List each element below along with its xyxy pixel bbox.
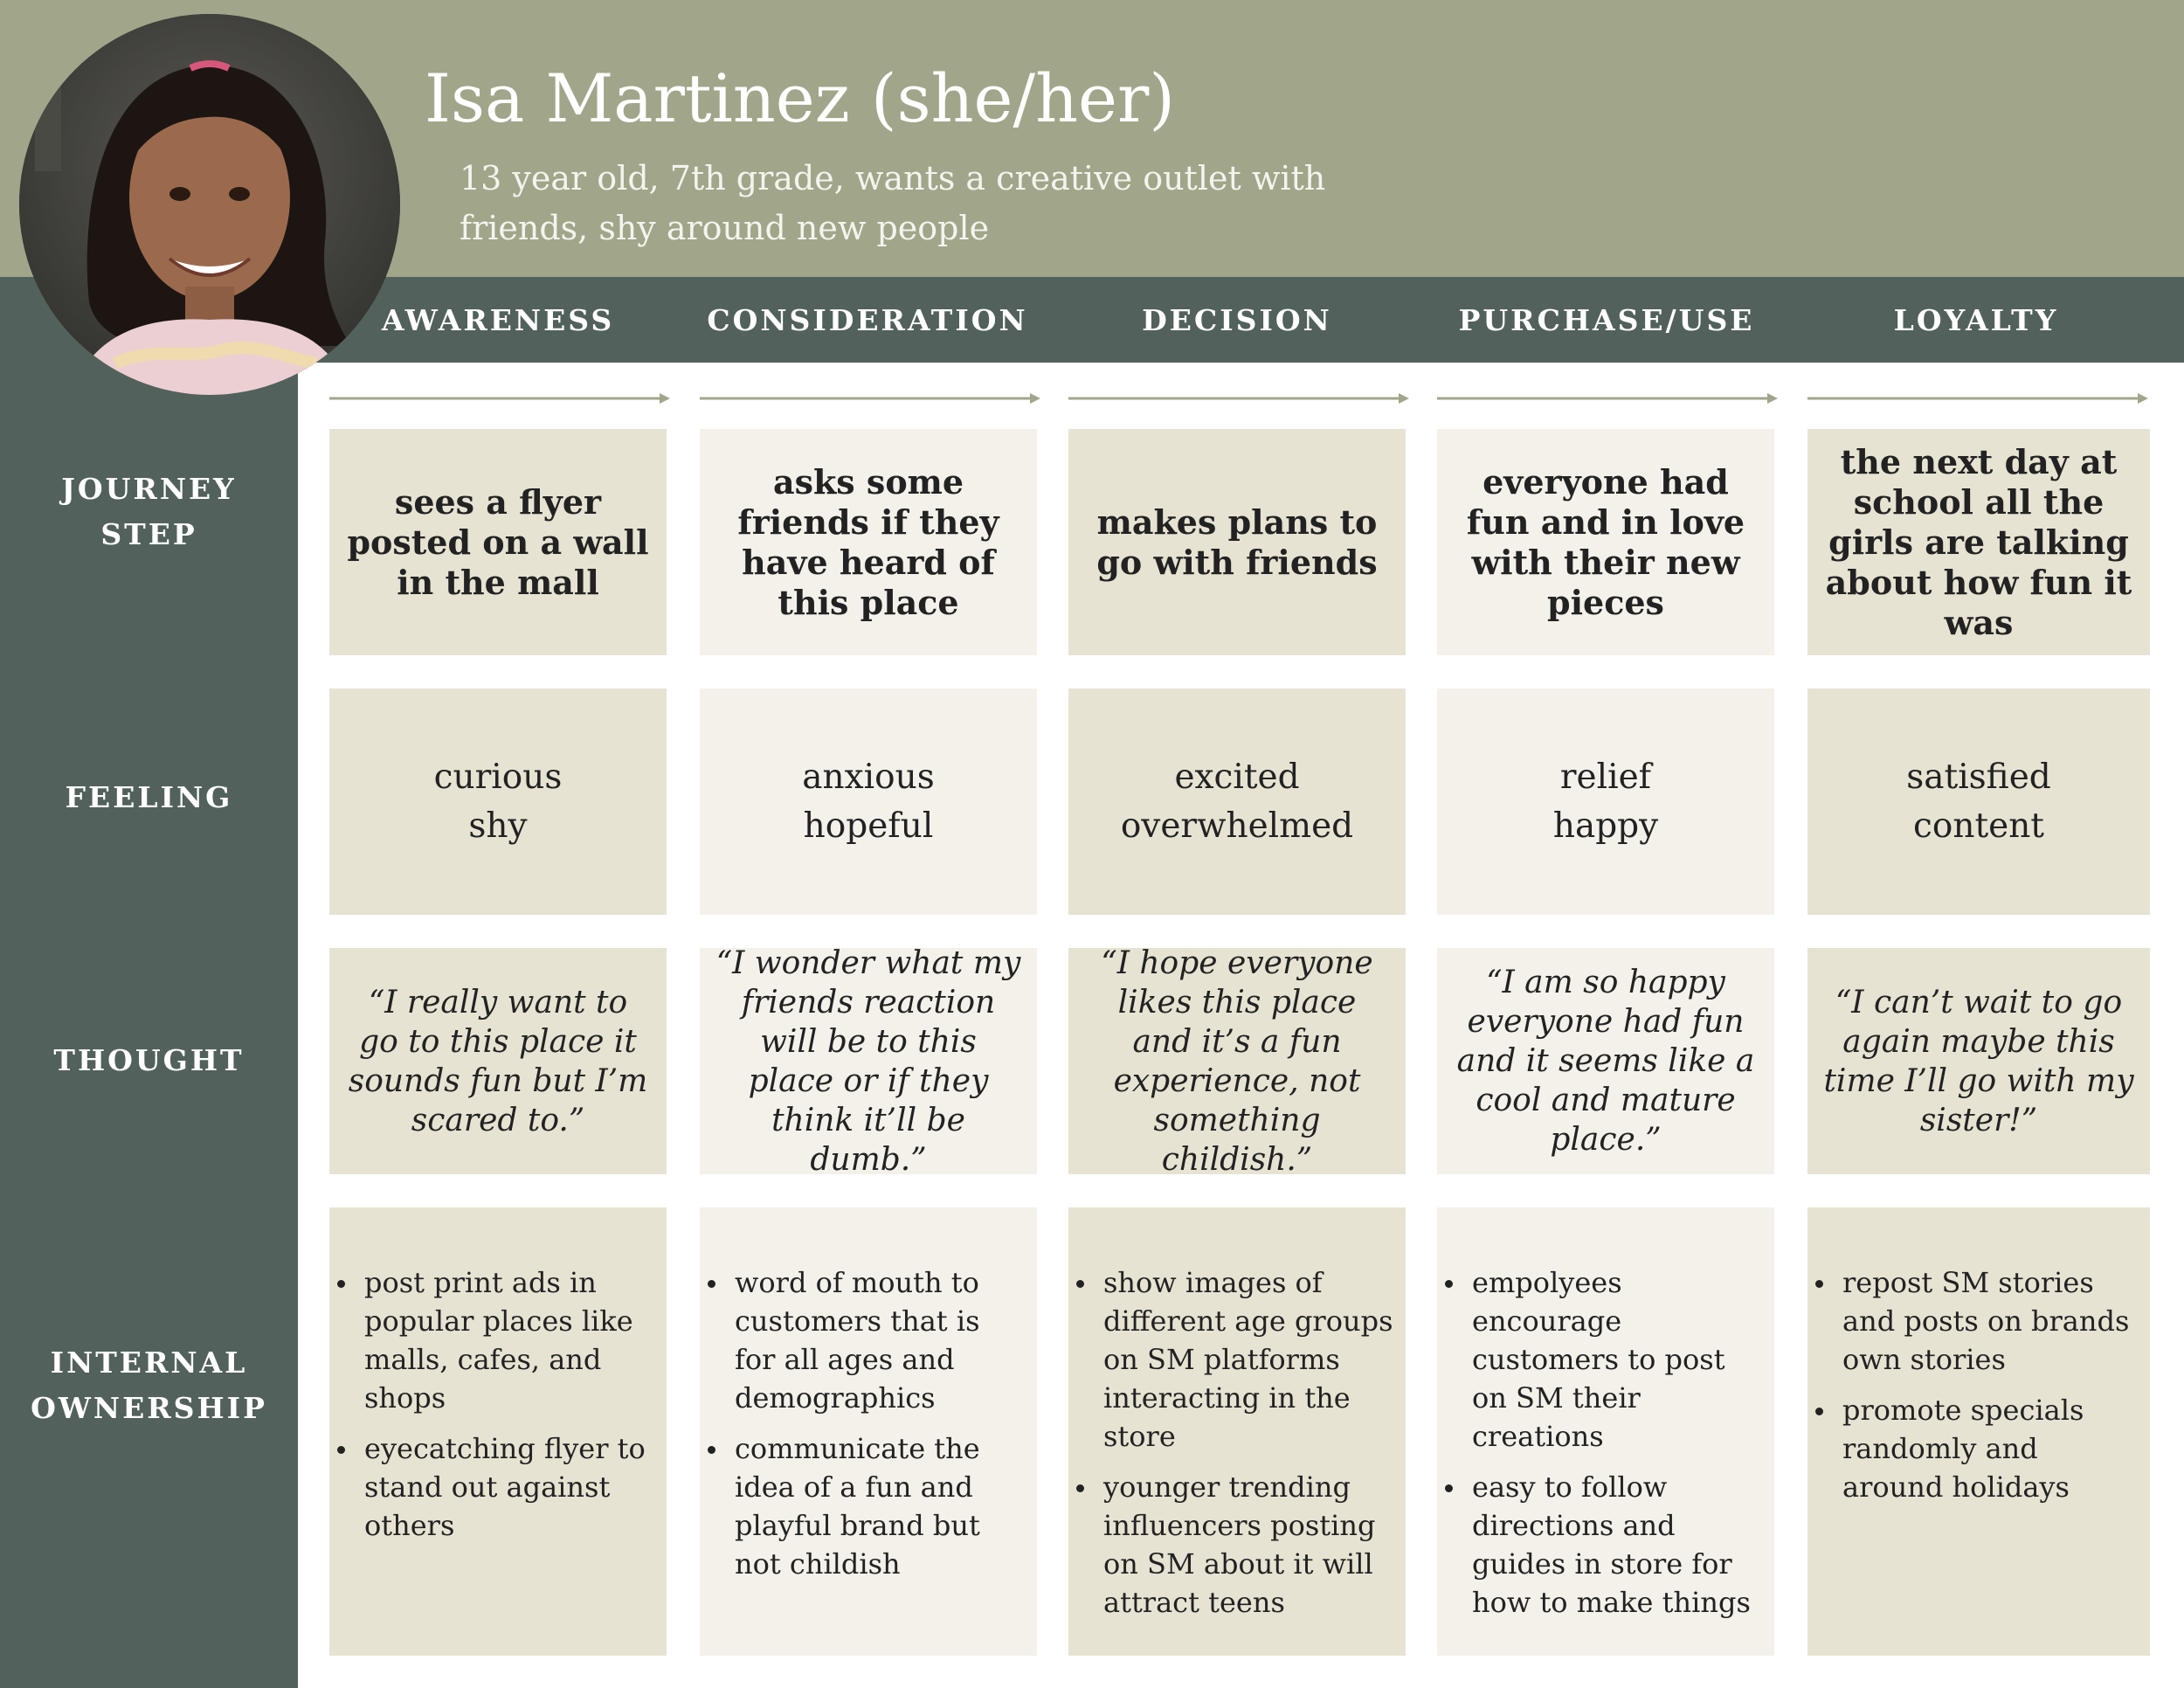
- thought-purchase-use: “I am so happy everyone had fun and it seems like a cool and mature place.”: [1437, 948, 1774, 1174]
- feeling-word: overwhelmed: [1120, 806, 1354, 846]
- stage-purchase-use: PURCHASE/USE: [1458, 302, 1755, 337]
- feeling-word: anxious: [802, 757, 935, 797]
- row-label-line: STEP: [100, 517, 197, 551]
- list-item: • empolyees encourage customers to post on SM their creations: [1467, 1263, 1764, 1456]
- arrow-right-icon: [700, 391, 1040, 406]
- feeling-purchase-use: [1437, 688, 1774, 915]
- ownership-loyalty: [1807, 1207, 2150, 1656]
- arrow-right-icon: [1068, 391, 1409, 406]
- ownership-list: [712, 1263, 1026, 1595]
- feeling-word: curious: [433, 757, 563, 797]
- feeling-word: happy: [1552, 806, 1659, 846]
- feeling-loyalty: [1807, 688, 2150, 915]
- row-label-line: THOUGHT: [53, 1043, 245, 1077]
- list-item: • promote specials randomly and around holidays: [1837, 1391, 2139, 1506]
- row-label-line: INTERNAL: [50, 1346, 248, 1380]
- persona-name: Isa Martinez (she/her): [425, 59, 1176, 137]
- journey-step-awareness: sees a flyer posted on a wall in the mall: [329, 429, 667, 655]
- list-item: • easy to follow directions and guides in store for how to make things: [1467, 1468, 1764, 1622]
- feeling-word: excited: [1174, 757, 1300, 797]
- feeling-word: hopeful: [803, 806, 934, 846]
- list-item: • communicate the idea of a fun and playful brand but not childish: [729, 1429, 1026, 1583]
- list-item: • show images of different age groups on SM platforms interacting in the store: [1098, 1263, 1395, 1456]
- arrow-right-icon: [1437, 391, 1778, 406]
- list-item: • younger trending influencers posting on SM about it will attract teens: [1098, 1468, 1395, 1622]
- journey-step-decision: makes plans to go with friends: [1068, 429, 1406, 655]
- ownership-decision: [1068, 1207, 1406, 1656]
- persona-description: 13 year old, 7th grade, wants a creative outlet with friends, shy around new people: [460, 159, 1326, 247]
- row-label-journey-step: [0, 467, 298, 557]
- journey-step-loyalty: the next day at school all the girls are talking about how fun it was: [1807, 429, 2150, 655]
- list-item: • eyecatching flyer to stand out against others: [359, 1429, 656, 1545]
- journey-step-purchase-use: everyone had fun and in love with their new pieces: [1437, 429, 1774, 655]
- thought-decision: “I hope everyone likes this place and it’s a fun experience, not something childish.”: [1068, 948, 1406, 1174]
- row-label-line: JOURNEY: [61, 472, 237, 506]
- feeling-consideration: [700, 688, 1037, 915]
- journey-step-consideration: asks some friends if they have heard of this place: [700, 429, 1037, 655]
- arrow-right-icon: [329, 391, 670, 406]
- ownership-purchase-use: [1437, 1207, 1774, 1656]
- thought-loyalty: “I can’t wait to go again maybe this time I’ll go with my sister!”: [1807, 948, 2150, 1174]
- list-item: • post print ads in popular places like malls, cafes, and shops: [359, 1263, 656, 1417]
- ownership-awareness: [329, 1207, 667, 1656]
- stage-awareness: AWARENESS: [381, 302, 615, 337]
- feeling-word: relief: [1559, 757, 1652, 797]
- portrait-photo-icon: [19, 14, 400, 395]
- feeling-awareness: [329, 688, 667, 915]
- stage-decision: DECISION: [1142, 302, 1332, 337]
- ownership-list: [1820, 1263, 2139, 1519]
- ownership-list: [1081, 1263, 1395, 1634]
- row-label-thought: [0, 1038, 298, 1083]
- feeling-decision: [1068, 688, 1406, 915]
- feeling-word: content: [1913, 806, 2044, 846]
- thought-consideration: “I wonder what my friends reaction will be to this place or if they think it’ll be dumb.”: [700, 948, 1037, 1174]
- stage-loyalty: LOYALTY: [1893, 302, 2059, 337]
- ownership-list: [342, 1263, 656, 1557]
- arrow-right-icon: [1807, 391, 2148, 406]
- row-label-feeling: [0, 775, 298, 820]
- ownership-list: [1449, 1263, 1764, 1634]
- list-item: • word of mouth to customers that is for all ages and demographics: [729, 1263, 1026, 1417]
- row-label-line: FEELING: [65, 780, 233, 814]
- feeling-word: shy: [468, 806, 528, 846]
- row-label-line: OWNERSHIP: [31, 1391, 267, 1425]
- stage-consideration: CONSIDERATION: [707, 302, 1028, 337]
- row-label-internal-ownership: [0, 1340, 298, 1431]
- list-item: • repost SM stories and posts on brands own stories: [1837, 1263, 2139, 1379]
- ownership-consideration: [700, 1207, 1037, 1656]
- thought-awareness: “I really want to go to this place it sounds fun but I’m scared to.”: [329, 948, 667, 1174]
- feeling-word: satisfied: [1906, 757, 2051, 797]
